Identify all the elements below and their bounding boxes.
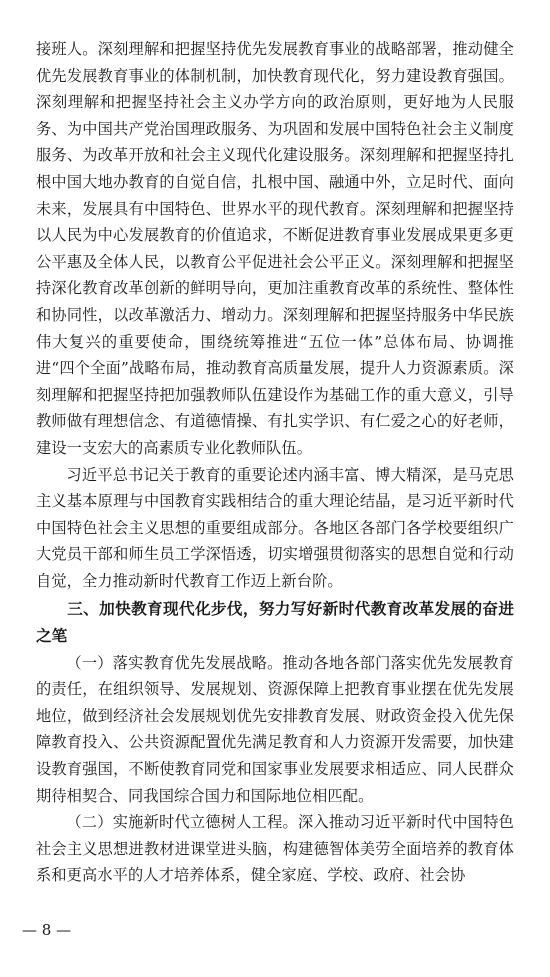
body-paragraph: 习近平总书记关于教育的重要论述内涵丰富、博大精深，是马克思主义基本原理与中国教育实践相结合的重大理论结晶，是习近平新时代中国特色社会主义思想的重要组成部分。各地区各部门各学校要组织广大党员干部和师生员工学深悟透，切实增强贯彻落实的思想自觉和行动自觉，全力推动新时代教育工作迈上新台阶。 (36, 465, 514, 590)
body-paragraph-continued: 接班人。深刻理解和把握坚持优先发展教育事业的战略部署，推动健全优先发展教育事业的体制机制，加快教育现代化，努力建设教育强国。深刻理解和把握坚持社会主义办学方向的政治原则，更好地为人民服务、为中国共产党治国理政服务、为巩固和发展中国特色社会主义制度服务、为改革开放和社会主义现代化建设服务。深刻理解和把握坚持扎根中国大地办教育的自觉自信，扎根中国、融通中外，立足时代、面向未来，发展具有中国特色、世界水平的现代教育。深刻理解和把握坚持以人民为中心发展教育的价值追求，不断促进教育事业发展成果更多更公平惠及全体人民，以教育公平促进社会公平正义。深刻理解和把握坚持深化教育改革创新的鲜明导向，更加注重教育改革的系统性、整体性和协同性，以改革激活力、增动力。深刻理解和把握坚持服务中华民族伟大复兴的重要使命，围绕统筹推进“五位一体”总体布局、协调推进“四个全面”战略布局，推动教育高质量发展，提升人力资源素质。深刻理解和把握坚持把加强教师队伍建设作为基础工作的重大意义，引导教师做有理想信念、有道德情操、有扎实学识、有仁爱之心的好老师，建设一支宏大的高素质专业化教师队伍。 (36, 40, 514, 457)
page-number: — 8 — (22, 921, 72, 939)
section-paragraph-2: （二）实施新时代立德树人工程。深入推动习近平新时代中国特色社会主义思想进教材进课堂进头脑，构建德智体美劳全面培养的教育体系和更高水平的人才培养体系，健全家庭、学校、政府、社会协 (36, 813, 514, 885)
section-heading: 三、加快教育现代化步伐，努力写好新时代教育改革发展的奋进之笔 (36, 599, 514, 646)
section-paragraph-1: （一）落实教育优先发展战略。推动各地各部门落实优先发展教育的责任，在组织领导、发展规划、资源保障上把教育事业摆在优先发展地位，做到经济社会发展规划优先安排教育发展、财政资金投入优先保障教育投入、公共资源配置优先满足教育和人力资源开发需要，加快建设教育强国，不断使教育同党和国家事业发展要求相适应、同人民群众期待相契合、同我国综合国力和国际地位相匹配。 (36, 653, 514, 805)
